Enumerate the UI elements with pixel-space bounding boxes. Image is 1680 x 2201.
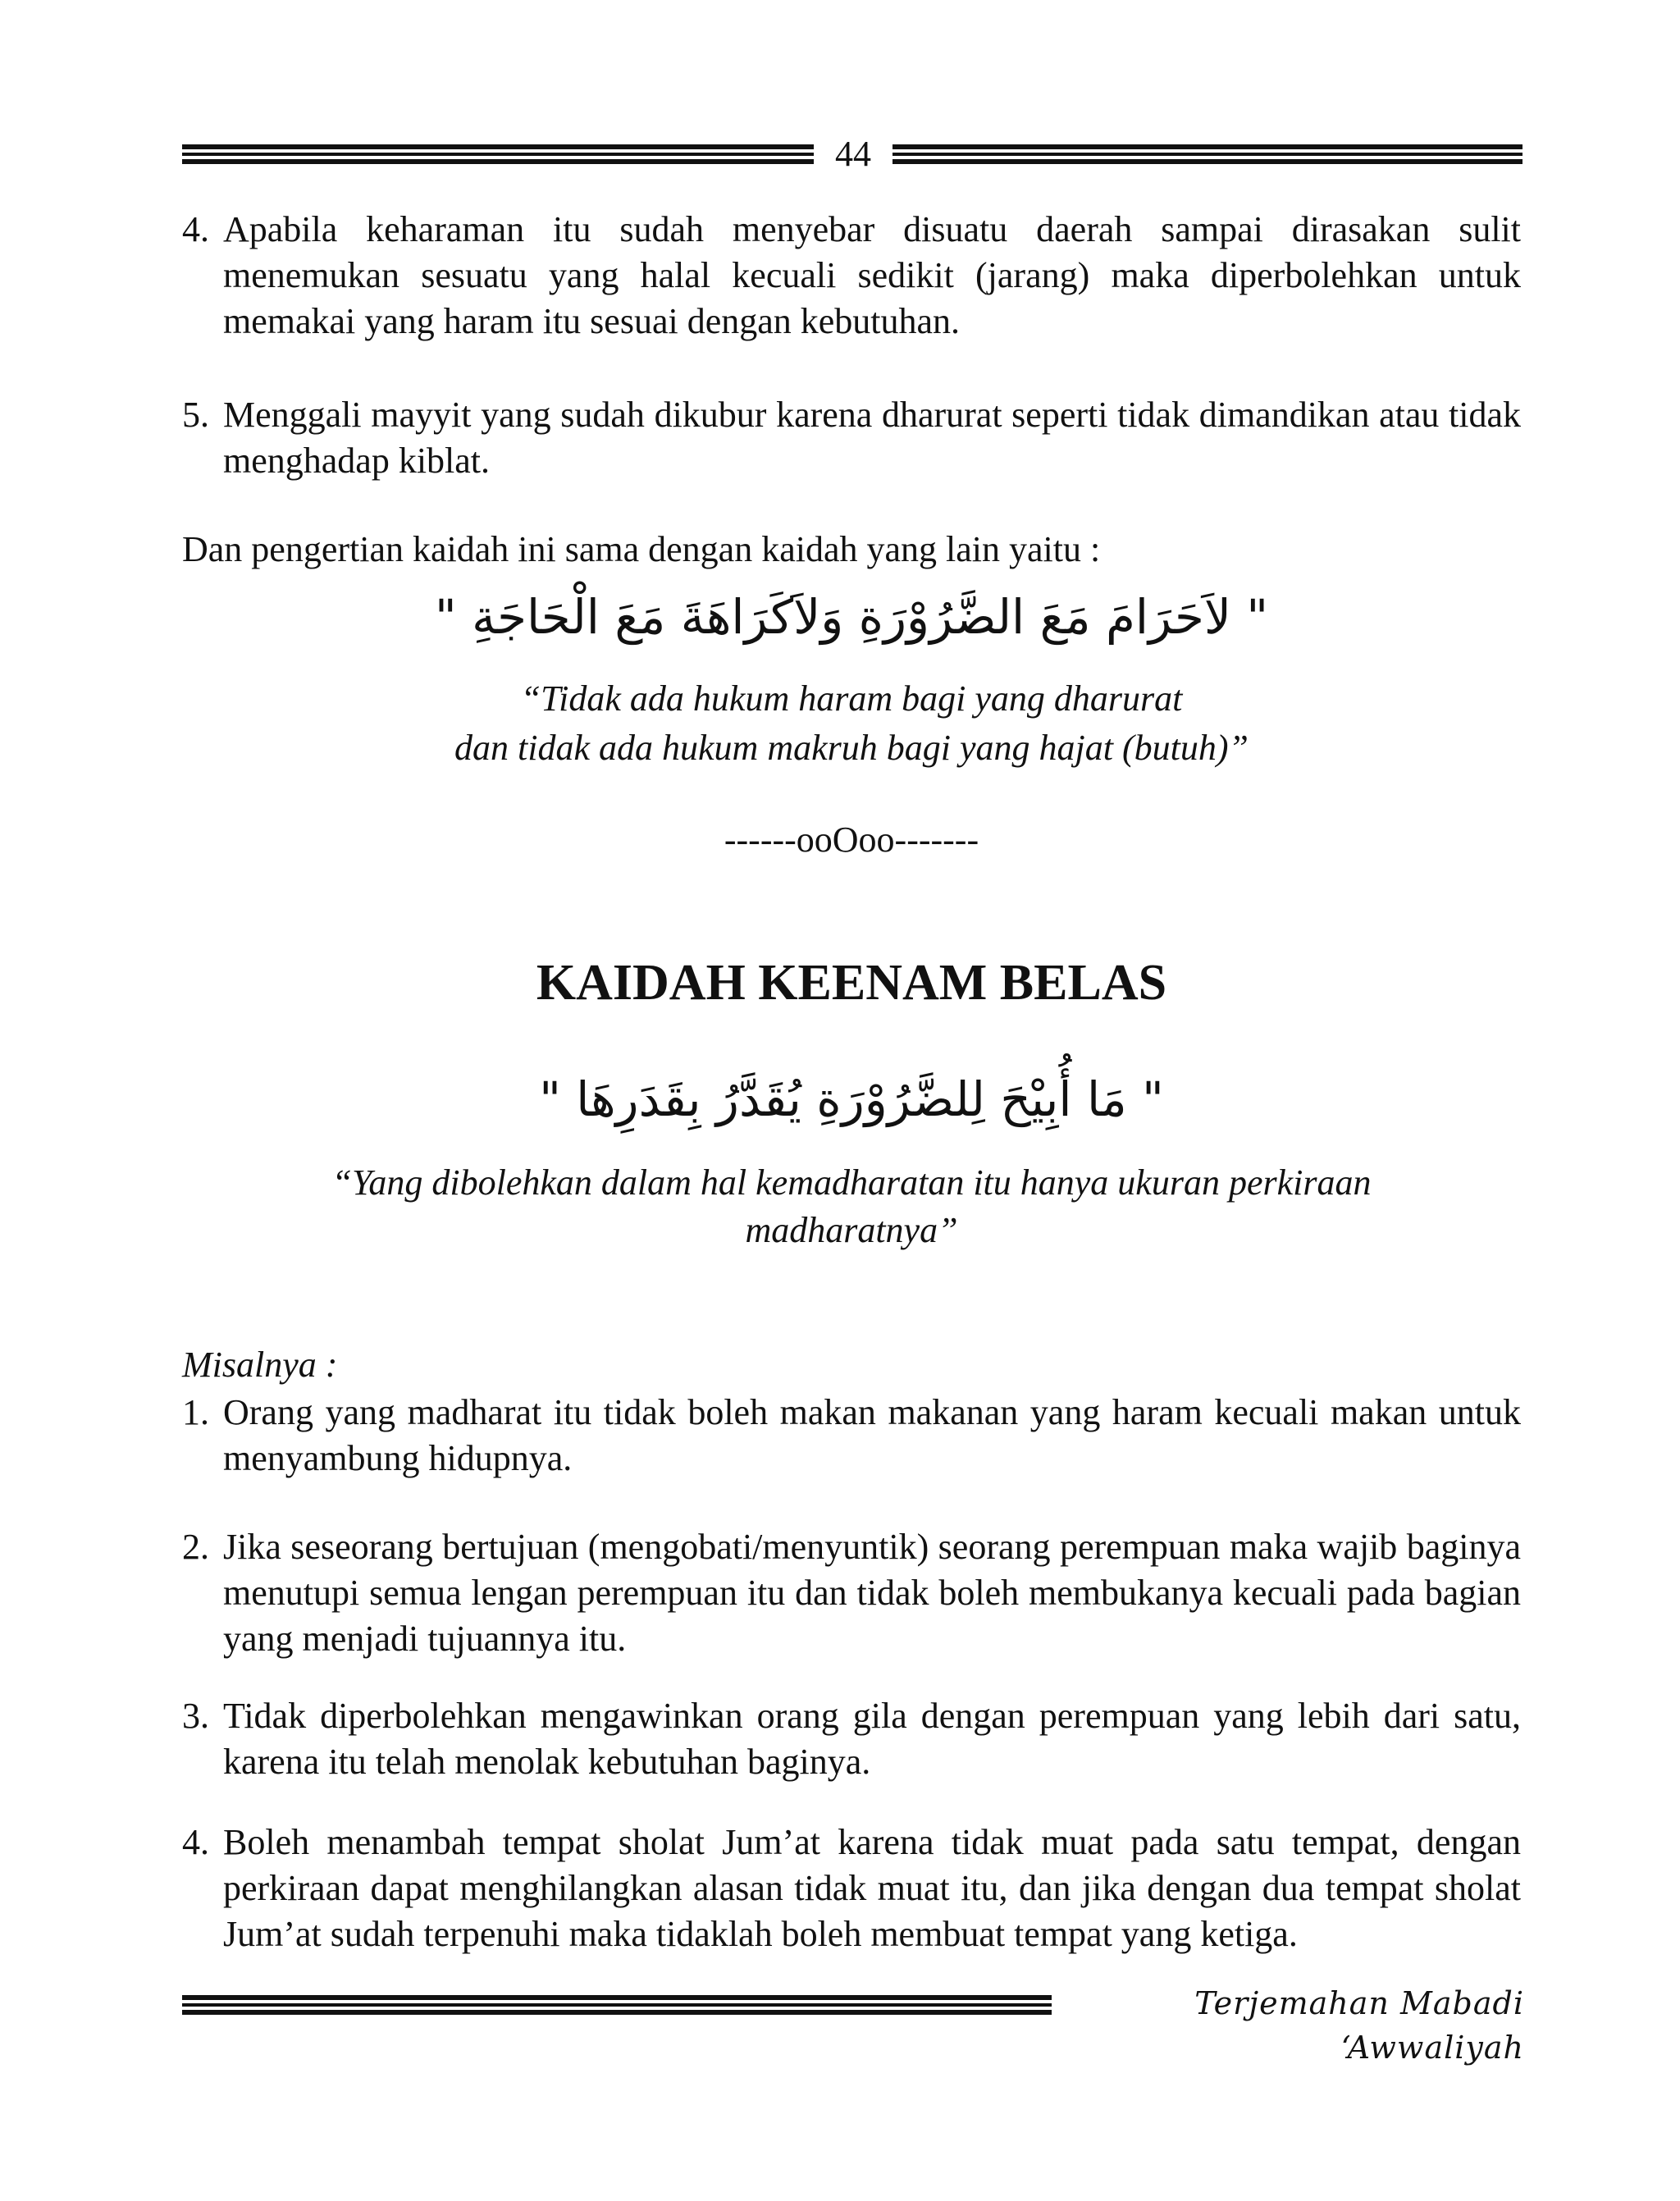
list-item-text: Boleh menambah tempat sholat Jum’at karena tidak muat pada satu tempat, dengan perkiraan dapat menghilangkan alasan tidak muat itu, dan jika dengan dua tempat sholat Jum’at sudah terpenuhi maka tidaklah boleh membuat tempat yang ketiga. bbox=[223, 1822, 1521, 1954]
header-rule-left bbox=[182, 144, 814, 164]
translation-line-1: “Tidak ada hukum haram bagi yang dharurat bbox=[520, 678, 1183, 719]
arabic-maxim: " مَا أُبِيْحَ لِلضَّرُوْرَةِ يُقَدَّرُ بِقَدَرِهَا " bbox=[539, 1071, 1164, 1127]
intro-text: Dan pengertian kaidah ini sama dengan kaidah yang lain yaitu : bbox=[182, 529, 1101, 569]
list-item bbox=[182, 1524, 1521, 1662]
list-item-number: 4. bbox=[182, 209, 209, 249]
list-item-text: Jika seseorang bertujuan (mengobati/menyuntik) seorang perempuan maka wajib baginya menutupi semua lengan perempuan itu dan tidak boleh membukanya kecuali pada bagian yang menjadi tujuannya itu. bbox=[223, 1527, 1521, 1659]
list-item-number: 2. bbox=[182, 1527, 209, 1567]
arabic-maxim: " لاَحَرَامَ مَعَ الضَّرُوْرَةِ وَلاَكَرَاهَةَ مَعَ الْحَاجَةِ " bbox=[434, 589, 1269, 645]
page-number: 44 bbox=[835, 134, 871, 174]
list-item-number: 5. bbox=[182, 395, 209, 435]
book-title: Terjemahan Mabadi ‘Awwaliyah bbox=[1194, 1985, 1524, 2066]
list-item-text: Apabila keharaman itu sudah menyebar disuatu daerah sampai dirasakan sulit menemukan sesuatu yang halal kecuali sedikit (jarang) maka diperbolehkan untuk memakai yang haram itu sesuai dengan kebutuhan. bbox=[223, 209, 1521, 341]
list-item bbox=[182, 392, 1521, 484]
footer-rule bbox=[182, 1995, 1052, 2015]
list-item-number: 4. bbox=[182, 1822, 209, 1862]
examples-label: Misalnya : bbox=[182, 1345, 338, 1385]
list-item-text: Tidak diperbolehkan mengawinkan orang gila dengan perempuan yang lebih dari satu, karena itu telah menolak kebutuhan baginya. bbox=[223, 1696, 1521, 1782]
translation-line-1: “Yang dibolehkan dalam hal kemadharatan itu hanya ukuran perkiraan bbox=[331, 1162, 1372, 1203]
section-separator: ------ooOoo------- bbox=[724, 820, 979, 860]
header-rule-right bbox=[892, 144, 1522, 164]
list-item-text: Orang yang madharat itu tidak boleh makan makanan yang haram kecuali makan untuk menyambung hidupnya. bbox=[223, 1392, 1521, 1478]
list-item bbox=[182, 1820, 1521, 1957]
list-item bbox=[182, 207, 1521, 345]
translation-line-2: madharatnya” bbox=[745, 1210, 958, 1250]
list-item bbox=[182, 1390, 1521, 1482]
translation-line-2: dan tidak ada hukum makruh bagi yang hajat (butuh)” bbox=[454, 728, 1249, 768]
list-item bbox=[182, 1693, 1521, 1785]
list-item-number: 1. bbox=[182, 1392, 209, 1432]
list-item-number: 3. bbox=[182, 1696, 209, 1736]
list-item-text: Menggali mayyit yang sudah dikubur karena dharurat seperti tidak dimandikan atau tidak menghadap kiblat. bbox=[223, 395, 1521, 481]
section-heading: KAIDAH KEENAM BELAS bbox=[536, 955, 1167, 1011]
